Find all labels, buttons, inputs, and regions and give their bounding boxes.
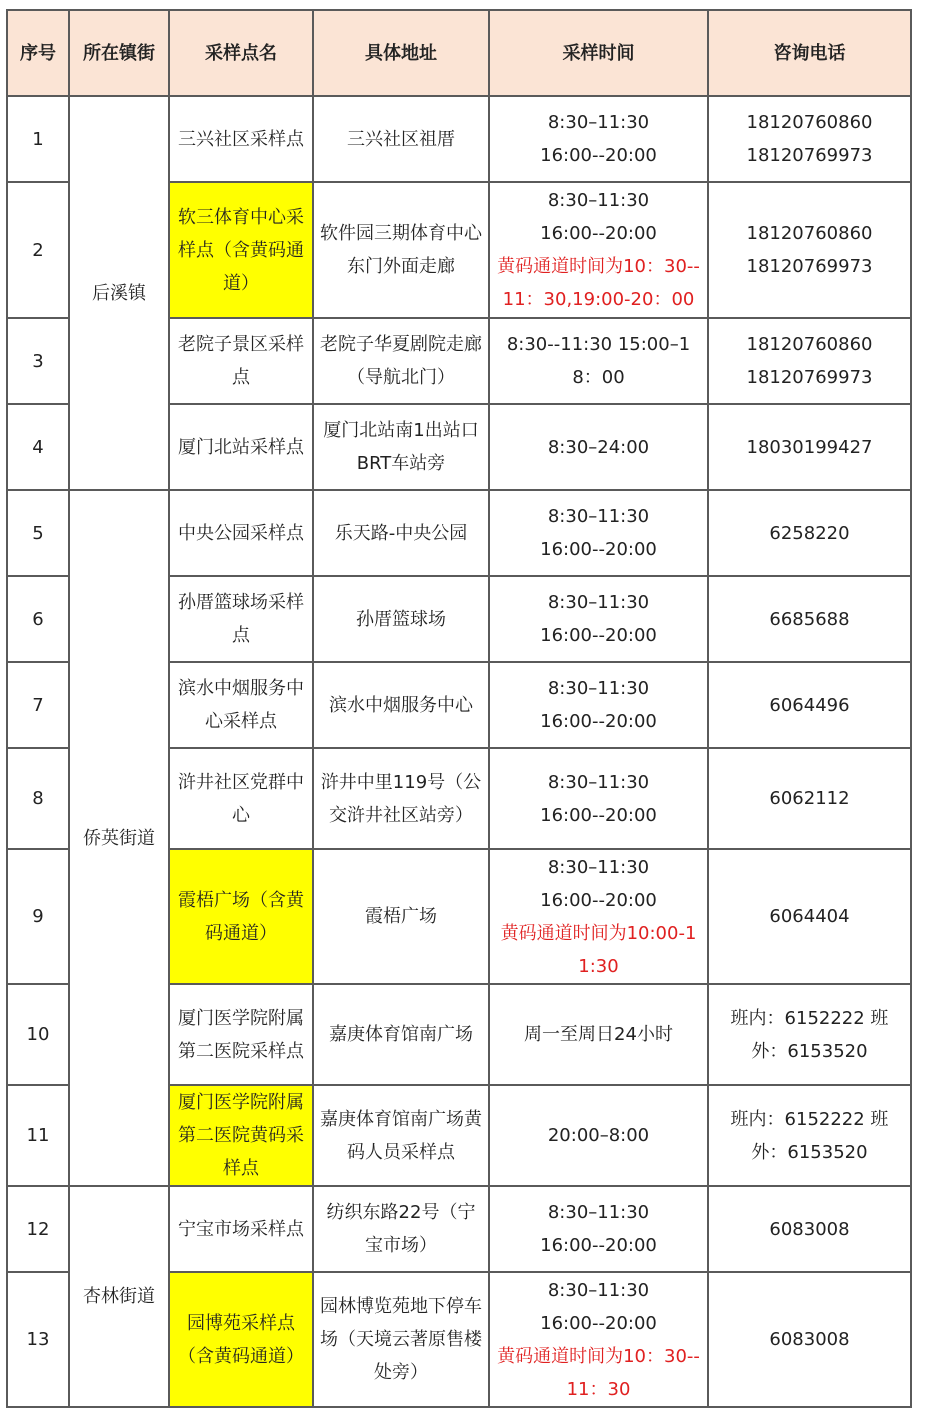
- table-row: [7, 490, 911, 576]
- site-address: 厦门北站南1出站口BRT车站旁: [313, 404, 489, 490]
- time-line: 8:30–11:30: [547, 771, 650, 793]
- phone-number: 18120760860: [746, 112, 873, 133]
- site-address: 老院子华夏剧院走廊（导航北门）: [313, 318, 489, 404]
- sampling-time: [489, 1272, 708, 1407]
- row-number: 8: [7, 748, 69, 849]
- site-name: 园博苑采样点（含黄码通道）: [169, 1272, 313, 1407]
- phone-number: 班内：6152222 班外：6153520: [730, 1007, 889, 1062]
- row-number: 4: [7, 404, 69, 490]
- site-address: 软件园三期体育中心东门外面走廊: [313, 182, 489, 318]
- sampling-time: [489, 96, 708, 182]
- site-name: 宁宝市场采样点: [169, 1186, 313, 1272]
- time-line: 8:30–11:30: [547, 856, 650, 878]
- time-line: 16:00--20:00: [540, 539, 657, 560]
- time-line: 16:00--20:00: [540, 1235, 657, 1256]
- table-row: [7, 1186, 911, 1272]
- town-cell: 侨英街道: [69, 490, 169, 1186]
- row-number: 11: [7, 1085, 69, 1186]
- phone-number: 18030199427: [746, 436, 873, 458]
- row-number: 1: [7, 96, 69, 182]
- yellow-code-note: 黄码通道时间为10：30--11：30: [497, 1345, 700, 1400]
- header-time: 采样时间: [489, 10, 708, 96]
- phone: [708, 662, 911, 748]
- header-address: 具体地址: [313, 10, 489, 96]
- time-line: 8:30--11:30 15:00–18：00: [506, 334, 691, 388]
- phone-number: 6064496: [769, 694, 850, 716]
- sampling-time: [489, 576, 708, 662]
- yellow-code-note: 黄码通道时间为10:00-11:30: [500, 922, 697, 977]
- sampling-time: [489, 1085, 708, 1186]
- header-no: 序号: [7, 10, 69, 96]
- site-name: 厦门医学院附属第二医院采样点: [169, 984, 313, 1085]
- phone: [708, 576, 911, 662]
- yellow-code-note: 黄码通道时间为10：30--11：30,19:00-20：00: [497, 256, 700, 310]
- site-name: 中央公园采样点: [169, 490, 313, 576]
- sampling-time: [489, 984, 708, 1085]
- sampling-time: [489, 662, 708, 748]
- town-cell: 后溪镇: [69, 96, 169, 490]
- site-name: 三兴社区采样点: [169, 96, 313, 182]
- row-number: 2: [7, 182, 69, 318]
- time-line: 8:30–11:30: [547, 1202, 650, 1223]
- time-line: 16:00--20:00: [540, 625, 657, 646]
- town-cell: 杏林街道: [69, 1186, 169, 1407]
- phone-number: 18120769973: [746, 145, 873, 166]
- site-address: 乐天路-中央公园: [313, 490, 489, 576]
- phone: [708, 1272, 911, 1407]
- site-name: 软三体育中心采样点（含黄码通道）: [169, 182, 313, 318]
- phone: [708, 404, 911, 490]
- table-row: [7, 96, 911, 182]
- sampling-time: [489, 182, 708, 318]
- phone: [708, 96, 911, 182]
- phone-number: 班内：6152222 班外：6153520: [730, 1108, 889, 1163]
- sampling-sites-table: [6, 9, 912, 1408]
- time-line: 8:30–11:30: [547, 592, 650, 613]
- time-line: 16:00--20:00: [540, 711, 657, 732]
- time-line: 8:30–24:00: [547, 436, 650, 458]
- time-line: 16:00--20:00: [540, 1312, 657, 1334]
- time-line: 8:30–11:30: [547, 678, 650, 699]
- header-site-name: 采样点名: [169, 10, 313, 96]
- site-address: 纺织东路22号（宁宝市场）: [313, 1186, 489, 1272]
- row-number: 13: [7, 1272, 69, 1407]
- site-address: 嘉庚体育馆南广场黄码人员采样点: [313, 1085, 489, 1186]
- site-name: 孙厝篮球场采样点: [169, 576, 313, 662]
- row-number: 7: [7, 662, 69, 748]
- phone: [708, 1186, 911, 1272]
- header-phone: 咨询电话: [708, 10, 911, 96]
- site-name: 厦门北站采样点: [169, 404, 313, 490]
- phone-number: 18120769973: [746, 367, 873, 388]
- row-number: 5: [7, 490, 69, 576]
- site-address: 霞梧广场: [313, 849, 489, 984]
- time-line: 20:00–8:00: [547, 1125, 650, 1146]
- time-line: 8:30–11:30: [547, 190, 650, 211]
- time-line: 周一至周日24小时: [524, 1024, 673, 1045]
- time-line: 8:30–11:30: [547, 112, 650, 133]
- sampling-time: [489, 490, 708, 576]
- phone-number: 18120760860: [746, 334, 873, 355]
- time-line: 16:00--20:00: [540, 889, 657, 911]
- sampling-time: [489, 748, 708, 849]
- row-number: 9: [7, 849, 69, 984]
- site-address: 园林博览苑地下停车场（天境云著原售楼处旁）: [313, 1272, 489, 1407]
- header-town: 所在镇街: [69, 10, 169, 96]
- site-name: 厦门医学院附属第二医院黄码采样点: [169, 1085, 313, 1186]
- time-line: 16:00--20:00: [540, 145, 657, 166]
- phone: [708, 318, 911, 404]
- row-number: 12: [7, 1186, 69, 1272]
- sampling-time: [489, 318, 708, 404]
- phone-number: 18120760860: [746, 223, 873, 244]
- time-line: 16:00--20:00: [540, 223, 657, 244]
- row-number: 6: [7, 576, 69, 662]
- site-name: 浒井社区党群中心: [169, 748, 313, 849]
- site-name: 霞梧广场（含黄码通道）: [169, 849, 313, 984]
- site-address: 嘉庚体育馆南广场: [313, 984, 489, 1085]
- table-header-row: [7, 10, 911, 96]
- phone: [708, 748, 911, 849]
- phone-number: 6685688: [769, 608, 850, 630]
- phone-number: 6258220: [769, 522, 850, 544]
- sampling-time: [489, 404, 708, 490]
- phone: [708, 984, 911, 1085]
- site-address: 浒井中里119号（公交浒井社区站旁）: [313, 748, 489, 849]
- phone: [708, 182, 911, 318]
- site-name: 老院子景区采样点: [169, 318, 313, 404]
- row-number: 3: [7, 318, 69, 404]
- sampling-time: [489, 1186, 708, 1272]
- row-number: 10: [7, 984, 69, 1085]
- phone-number: 18120769973: [746, 256, 873, 277]
- phone: [708, 1085, 911, 1186]
- site-address: 孙厝篮球场: [313, 576, 489, 662]
- phone-number: 6062112: [769, 788, 850, 809]
- phone-number: 6083008: [769, 1218, 850, 1240]
- phone: [708, 849, 911, 984]
- phone-number: 6083008: [769, 1329, 850, 1350]
- site-address: 三兴社区祖厝: [313, 96, 489, 182]
- site-name: 滨水中烟服务中心采样点: [169, 662, 313, 748]
- phone-number: 6064404: [769, 906, 850, 927]
- time-line: 8:30–11:30: [547, 1279, 650, 1301]
- sampling-time: [489, 849, 708, 984]
- phone: [708, 490, 911, 576]
- time-line: 16:00--20:00: [540, 804, 657, 826]
- time-line: 8:30–11:30: [547, 506, 650, 527]
- site-address: 滨水中烟服务中心: [313, 662, 489, 748]
